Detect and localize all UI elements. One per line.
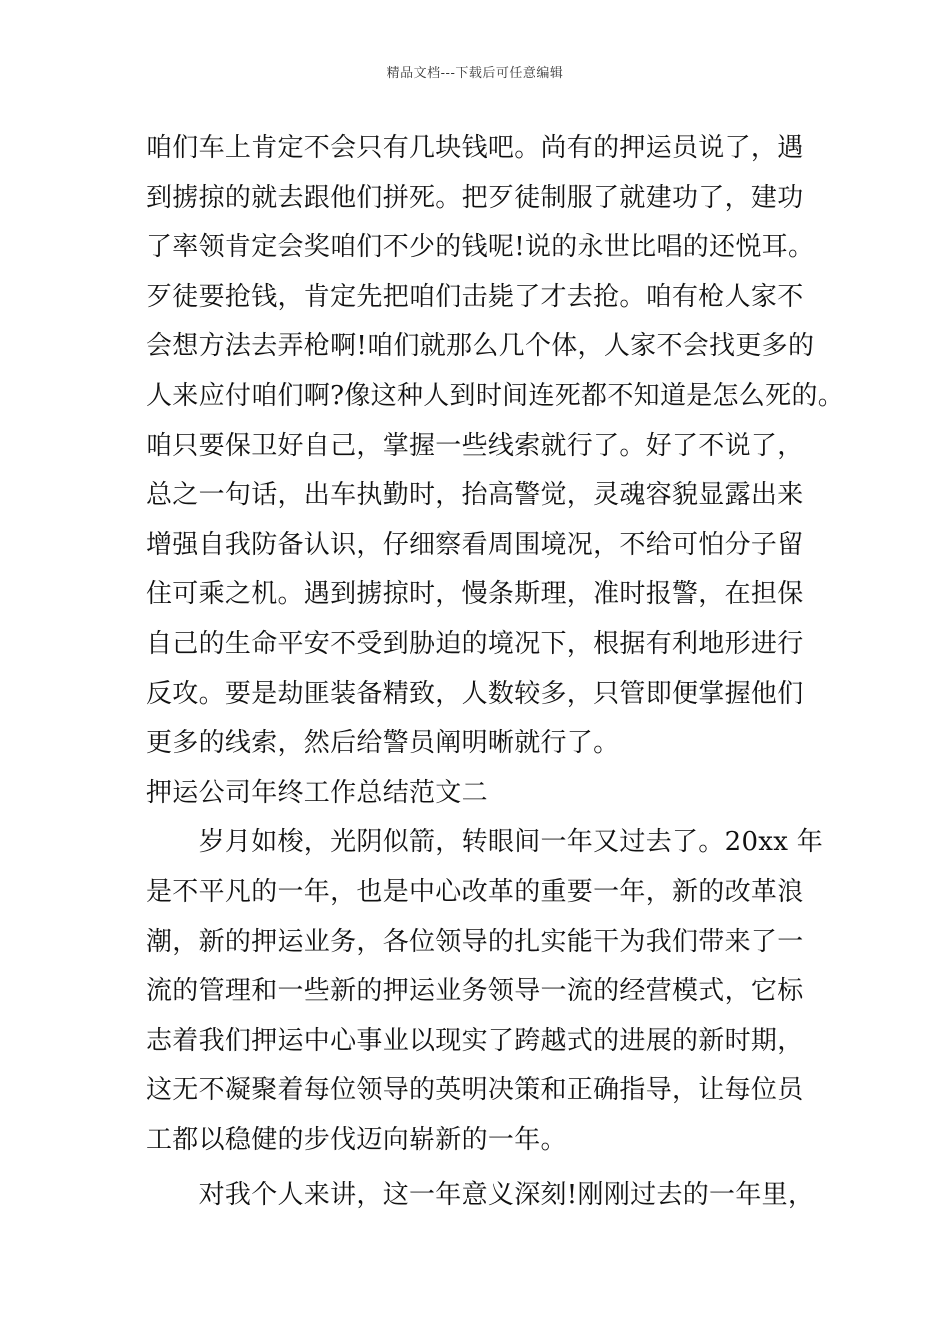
document-body [146, 124, 845, 1221]
text-line: 到掳掠的就去跟他们拼死。把歹徒制服了就建功了，建功 [146, 182, 804, 213]
text-line: 对我个人来讲，这一年意义深刻!刚刚过去的一年里， [146, 1180, 815, 1211]
text-line: 潮，新的押运业务，各位领导的扎实能干为我们带来了一 [146, 926, 804, 957]
text-line: 人来应付咱们啊?像这种人到时间连死都不知道是怎么死的。 [146, 380, 845, 411]
text-line: 了率领肯定会奖咱们不少的钱呢!说的永世比唱的还悦耳。 [146, 232, 815, 263]
text-line: 歹徒要抢钱，肯定先把咱们击毙了才去抢。咱有枪人家不 [146, 281, 804, 312]
text-line: 自己的生命平安不受到胁迫的境况下，根据有利地形进行 [146, 628, 804, 659]
text-line: 工都以稳健的步伐迈向崭新的一年。 [146, 1124, 567, 1155]
text-line: 岁月如梭，光阴似箭，转眼间一年又过去了。20xx 年 [146, 827, 824, 858]
page-header: 精品文档---下载后可任意编辑 [386, 66, 564, 81]
text-line: 这无不凝聚着每位领导的英明决策和正确指导，让每位员 [146, 1075, 804, 1106]
section-heading: 押运公司年终工作总结范文二 [146, 777, 488, 808]
text-line: 反攻。要是劫匪装备精致，人数较多，只管即便掌握他们 [146, 678, 804, 709]
text-line: 住可乘之机。遇到掳掠时，慢条斯理，准时报警，在担保 [146, 579, 804, 610]
text-line: 更多的线索，然后给警员阐明晰就行了。 [146, 728, 620, 759]
text-line: 会想方法去弄枪啊!咱们就那么几个体，人家不会找更多的 [146, 331, 815, 362]
text-line: 志着我们押运中心事业以现实了跨越式的进展的新时期， [146, 1025, 804, 1056]
text-line: 是不平凡的一年，也是中心改革的重要一年，新的改革浪 [146, 876, 804, 907]
text-line: 总之一句话，出车执勤时，抬高警觉，灵魂容貌显露出来 [146, 480, 804, 511]
text-line: 咱只要保卫好自己，掌握一些线索就行了。好了不说了， [146, 430, 804, 461]
text-line: 流的管理和一些新的押运业务领导一流的经营模式，它标 [146, 976, 804, 1007]
text-line: 咱们车上肯定不会只有几块钱吧。尚有的押运员说了，遇 [146, 133, 804, 163]
text-line: 增强自我防备认识，仔细察看周围境况，不给可怕分子留 [146, 529, 804, 560]
